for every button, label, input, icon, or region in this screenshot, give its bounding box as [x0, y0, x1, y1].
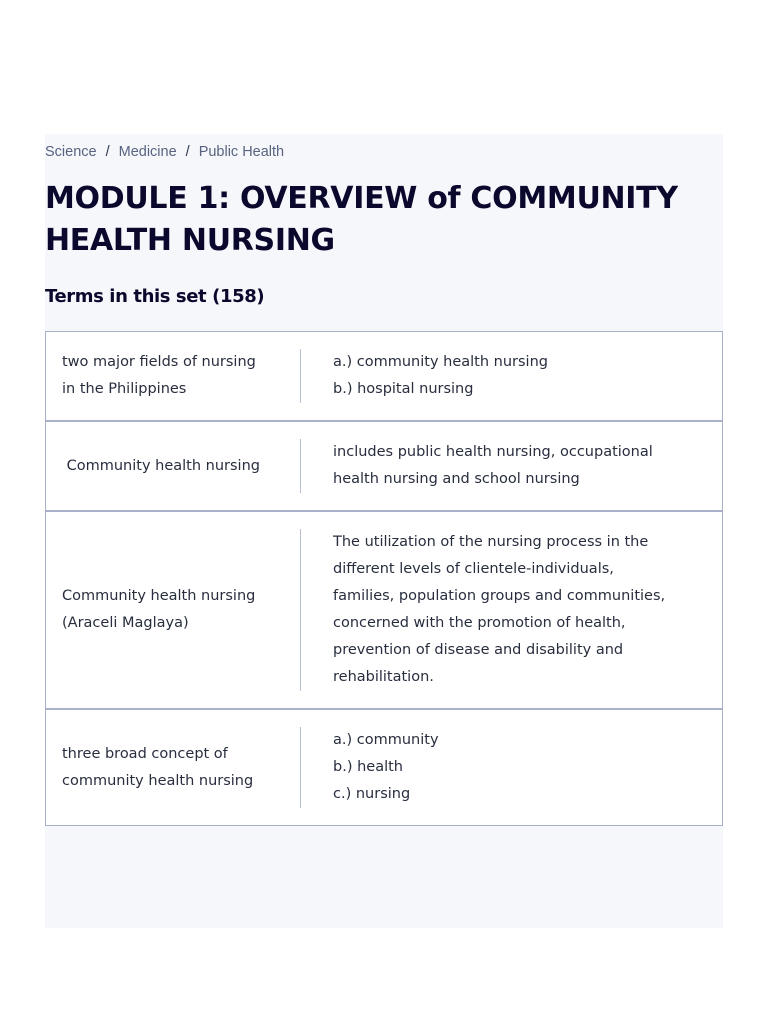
card-term: [46, 439, 301, 493]
breadcrumb-separator: /: [185, 144, 190, 160]
breadcrumb-link-science[interactable]: Science: [45, 144, 97, 160]
term-card-list: [45, 331, 723, 826]
breadcrumb-separator: /: [105, 144, 110, 160]
terms-count-heading: Terms in this set (158): [45, 286, 265, 307]
card-definition: [301, 529, 722, 691]
card-term: [46, 529, 301, 691]
card-definition-text: includes public health nursing, occupational health nursing and school nursing: [333, 444, 653, 487]
term-card: [45, 331, 723, 421]
card-term-text: two major fields of nursing in the Philippines: [62, 354, 256, 397]
breadcrumb-link-public-health[interactable]: Public Health: [198, 144, 285, 160]
card-definition-text: a.) community health nursing b.) hospital nursing: [333, 354, 548, 397]
card-definition: [301, 727, 722, 808]
card-definition: [301, 349, 722, 403]
term-card: [45, 420, 723, 511]
main-panel: [45, 134, 723, 928]
card-definition-text: The utilization of the nursing process in the different levels of clientele-individuals, families, population groups and communities, concerned with the promotion of health, prevention of disease and disability and rehabilitation.: [333, 534, 666, 685]
card-term-text: three broad concept of community health nursing: [62, 745, 254, 789]
breadcrumb: [45, 144, 284, 160]
card-definition: [301, 439, 722, 493]
term-card: [45, 708, 723, 826]
page-title: MODULE 1: OVERVIEW of COMMUNITY HEALTH NURSING: [45, 181, 678, 258]
card-term-text: Community health nursing: [62, 457, 260, 474]
card-term-text: Community health nursing (Araceli Maglaya): [62, 588, 256, 631]
term-card: [45, 510, 723, 709]
card-term: [46, 727, 301, 808]
card-definition-text: a.) community b.) health c.) nursing: [333, 732, 439, 802]
card-term: [46, 349, 301, 403]
breadcrumb-link-medicine[interactable]: Medicine: [118, 144, 177, 160]
